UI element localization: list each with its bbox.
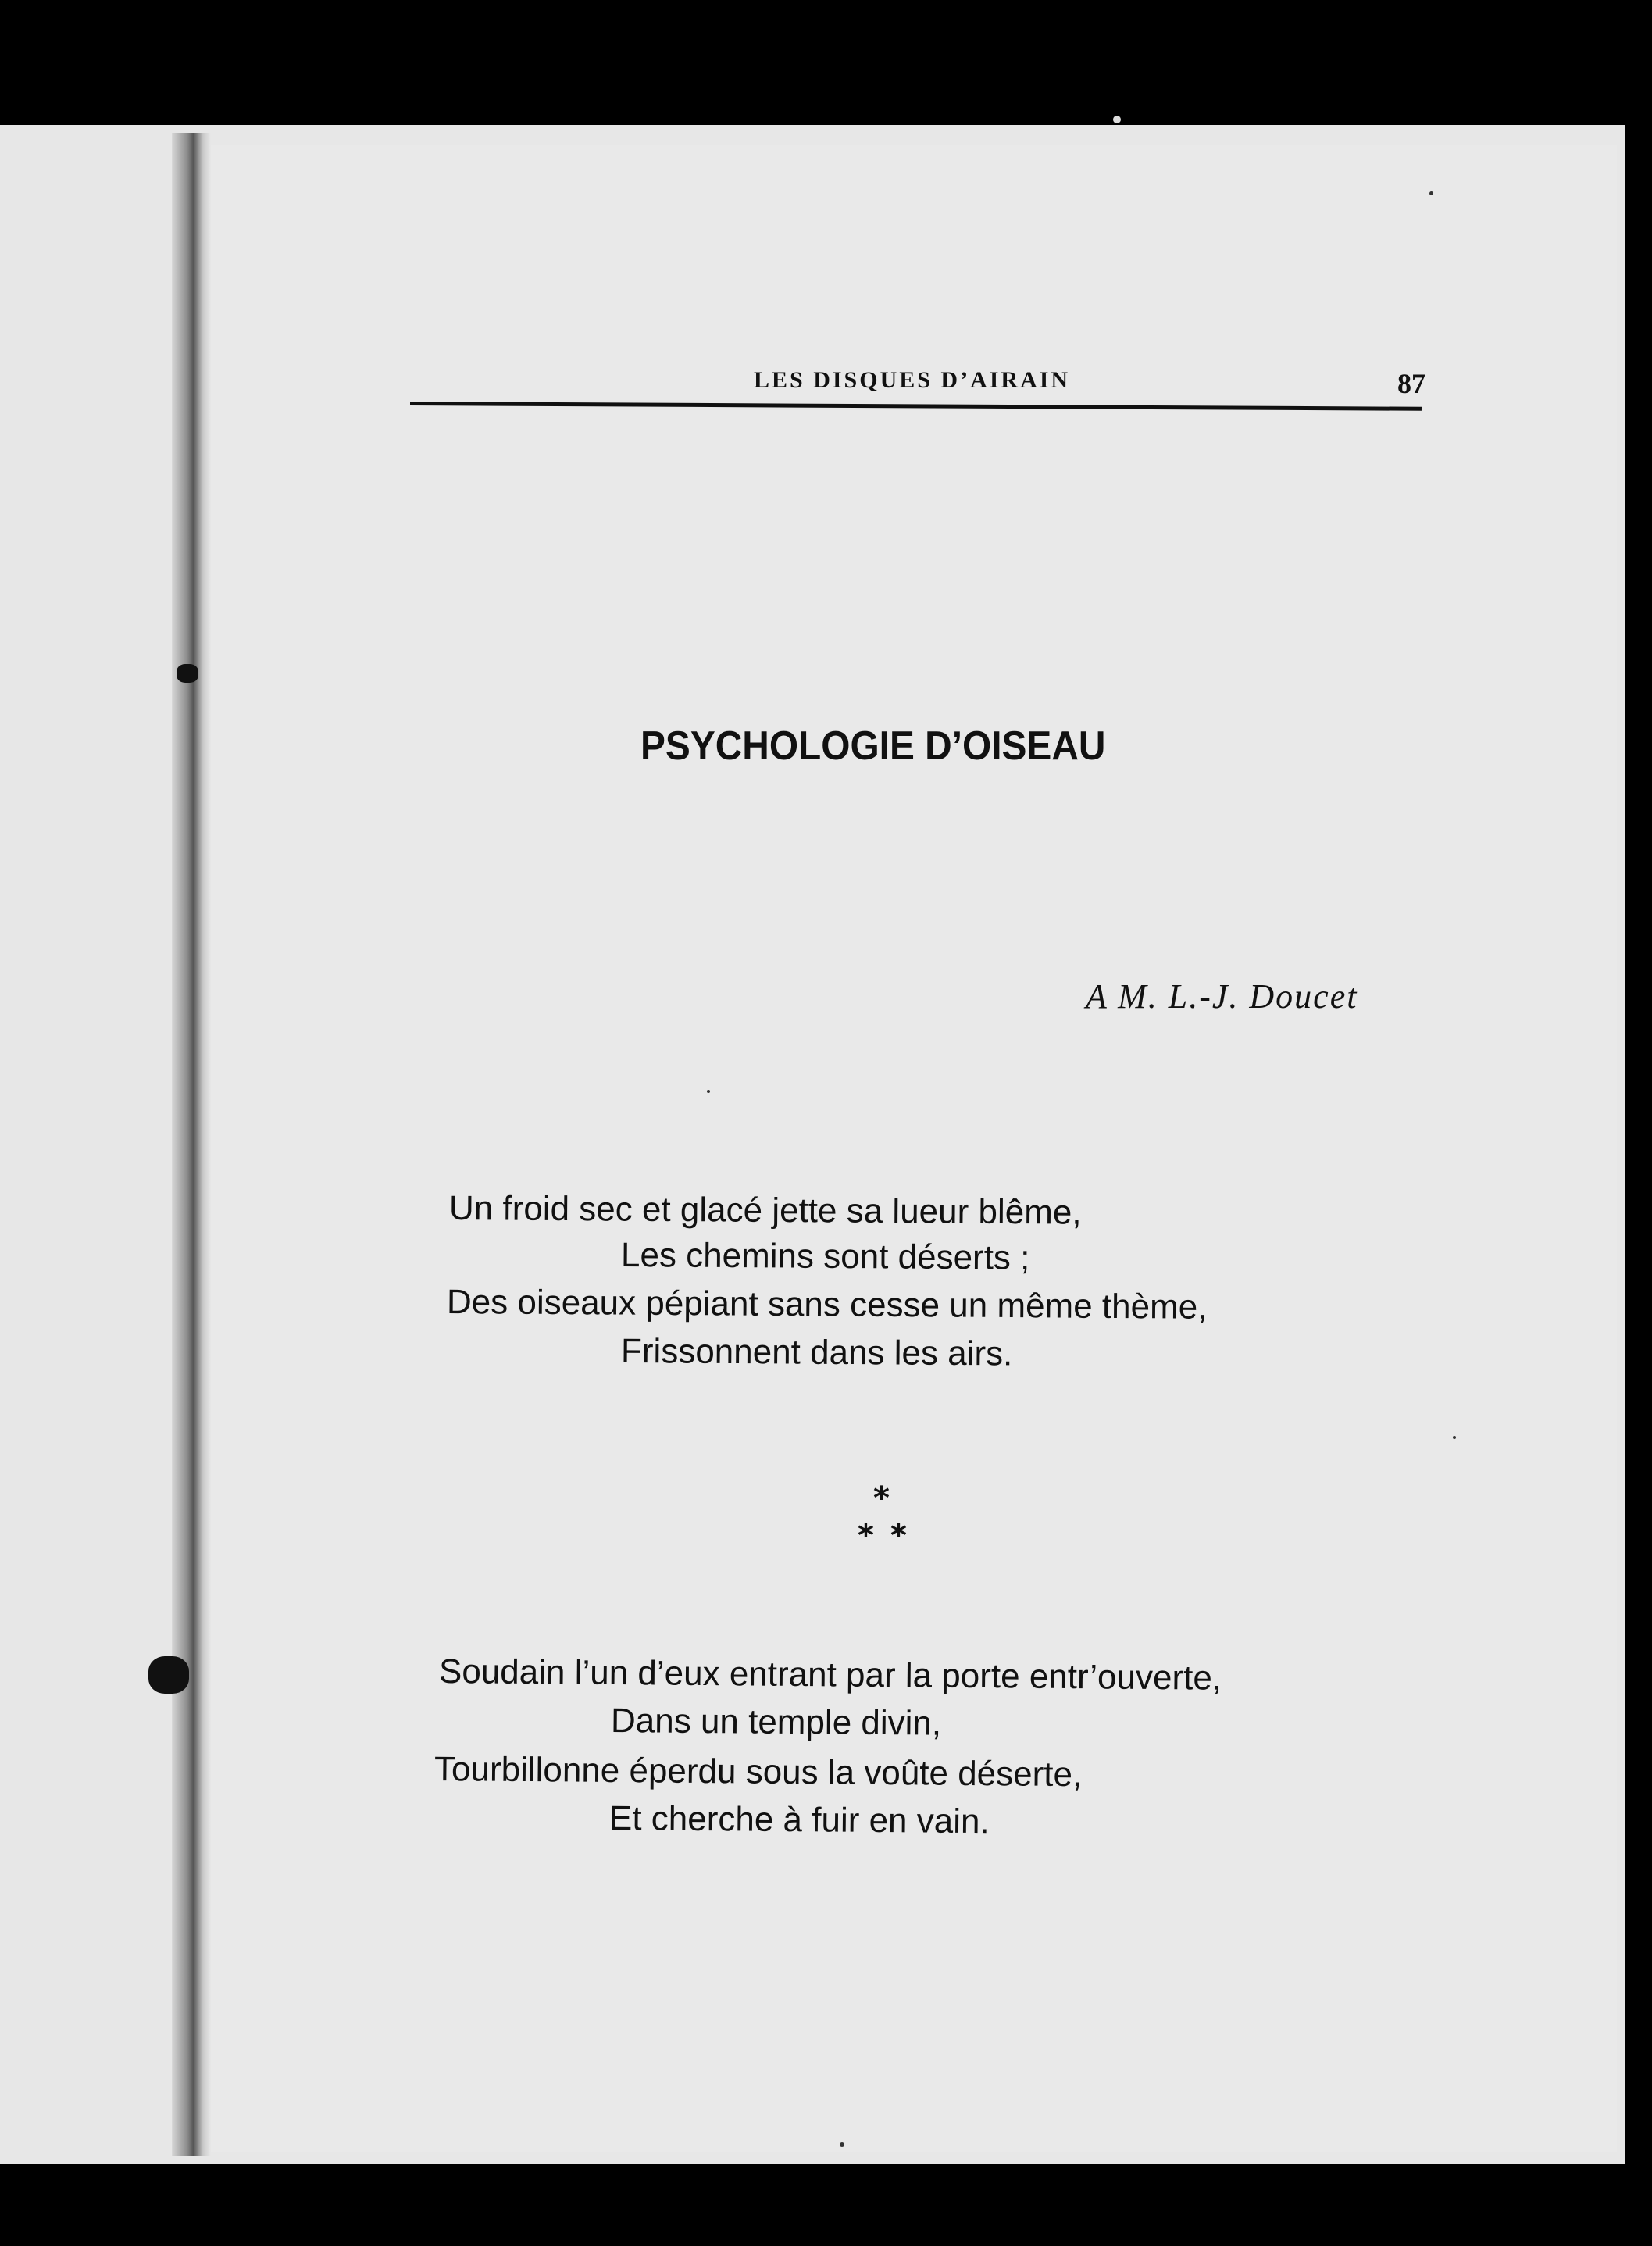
gutter-mark (177, 664, 198, 683)
scan-speck (1453, 1436, 1456, 1439)
poem-line: Frissonnent dans les airs. (620, 1332, 1013, 1373)
scan-speck (1429, 191, 1433, 195)
poem-line: Tourbillonne éperdu sous la voûte déserte, (434, 1750, 1083, 1794)
asterisk: * (890, 1518, 907, 1554)
poem-line: Les chemins sont déserts ; (620, 1236, 1030, 1277)
running-title: LES DISQUES D’AIRAIN (754, 367, 1071, 393)
scan-speck (707, 1090, 710, 1093)
book-gutter (172, 133, 211, 2156)
poem-line: Et cherche à fuir en vain. (608, 1799, 990, 1841)
asterisk: * (858, 1518, 874, 1554)
gutter-mark (148, 1656, 189, 1694)
scan-speck (1113, 116, 1121, 123)
poem-dedication: A M. L.-J. Doucet (1086, 977, 1358, 1016)
scan-speck (840, 2142, 844, 2147)
page-number: 87 (1397, 368, 1425, 399)
poem-line: Un froid sec et glacé jette sa lueur blême, (448, 1189, 1082, 1232)
stanza-separator (851, 1480, 914, 1559)
poem-line: Des oiseaux pépiant sans cesse un même thème, (446, 1283, 1208, 1327)
asterisk: * (873, 1480, 890, 1516)
poem-line: Dans un temple divin, (610, 1701, 942, 1743)
book-page (211, 145, 1617, 2152)
header-rule (410, 402, 1422, 411)
poem-title: PSYCHOLOGIE D’OISEAU (640, 723, 1106, 769)
poem-line: Soudain l’un d’eux entrant par la porte entr’ouverte, (438, 1652, 1222, 1698)
page-header (410, 367, 1425, 414)
